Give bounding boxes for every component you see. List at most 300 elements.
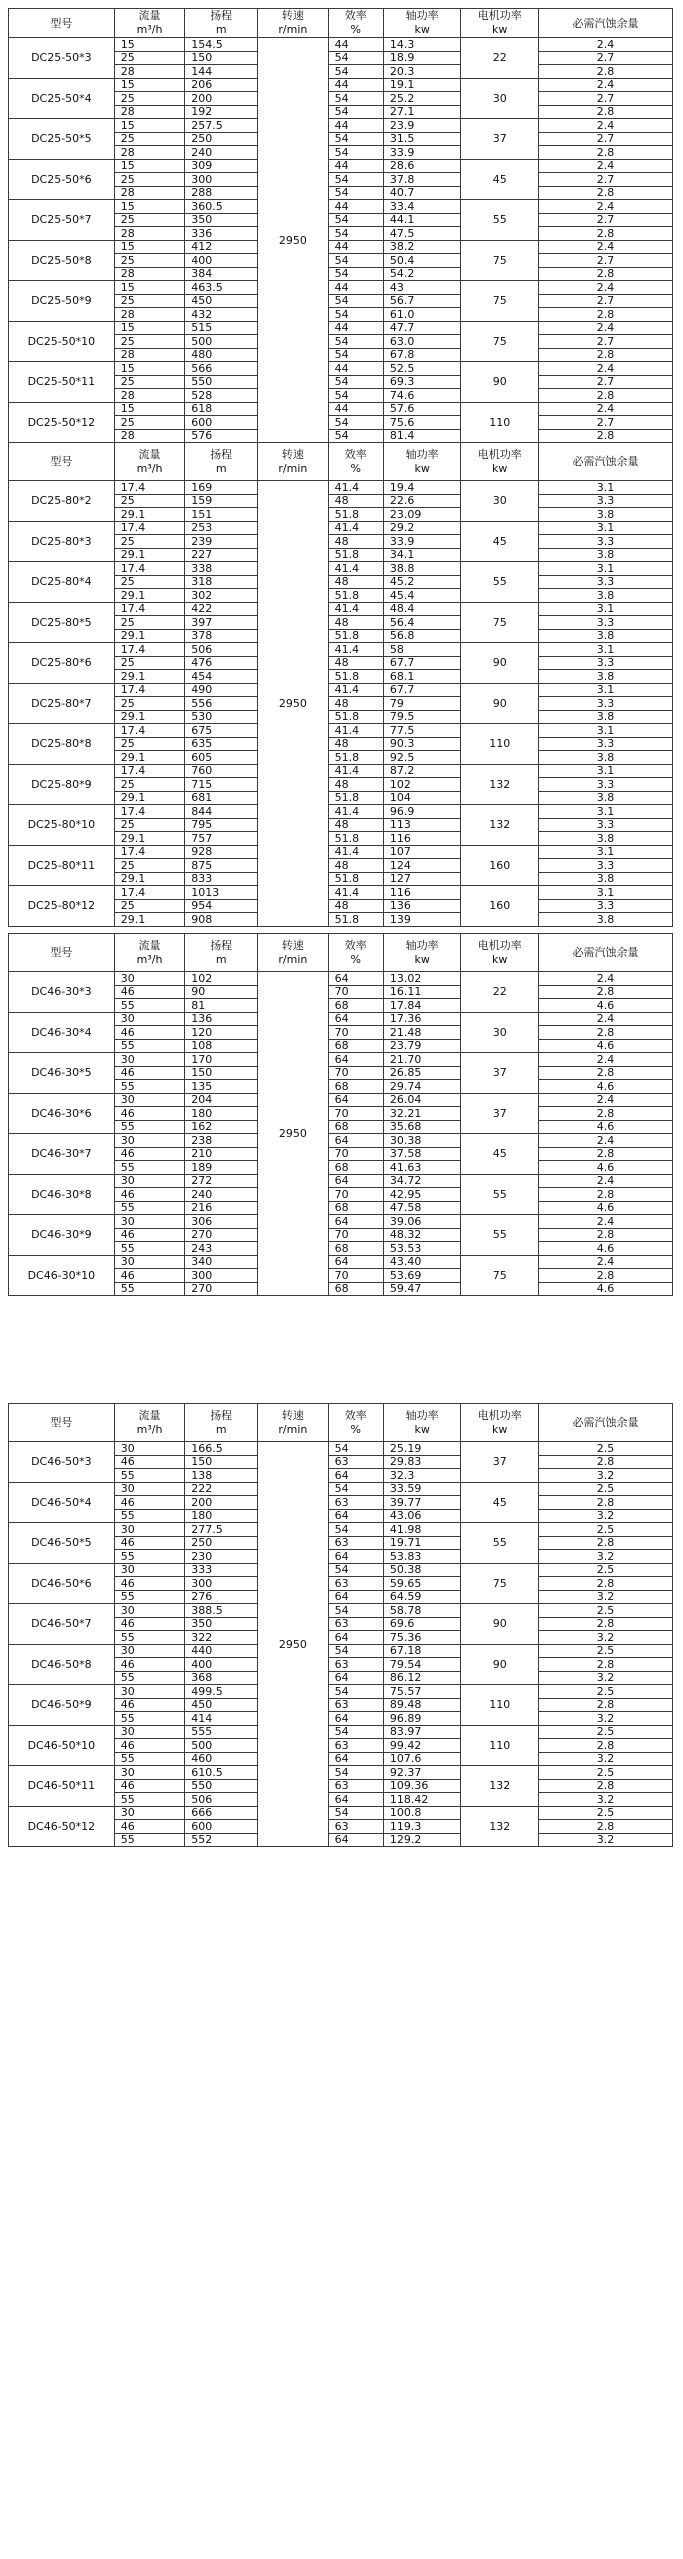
shaft-power-cell: 83.97 [383, 1725, 461, 1739]
table-row [9, 1806, 673, 1820]
model-cell: DC25-50*9 [9, 281, 115, 322]
flow-cell: 55 [114, 1752, 185, 1766]
head-cell: 675 [185, 724, 258, 738]
model-cell: DC25-50*11 [9, 362, 115, 403]
table-row [9, 200, 673, 214]
model-cell: DC25-80*12 [9, 886, 115, 927]
header-motor-power [461, 443, 539, 481]
spec-table-dc25-50 [8, 8, 673, 443]
header-head [185, 9, 258, 38]
motor-power-cell: 45 [461, 1482, 539, 1523]
motor-power-cell: 160 [461, 845, 539, 886]
npsh-cell: 3.1 [538, 521, 672, 535]
flow-cell: 17.4 [114, 683, 185, 697]
header-efficiency-label: 效率 [344, 447, 367, 461]
shaft-power-cell: 127 [383, 872, 461, 886]
npsh-cell: 2.8 [538, 1536, 672, 1550]
header-flow-unit: m³/h [136, 23, 163, 36]
flow-cell: 29.1 [114, 872, 185, 886]
shaft-power-cell: 37.58 [383, 1147, 461, 1161]
npsh-cell: 3.3 [538, 737, 672, 751]
flow-cell: 29.1 [114, 751, 185, 765]
header-model: 型号 [9, 9, 115, 38]
flow-cell: 30 [114, 1093, 185, 1107]
npsh-cell: 3.3 [538, 535, 672, 549]
efficiency-cell: 68 [328, 1242, 383, 1256]
header-head-unit: m [215, 23, 227, 36]
motor-power-cell: 110 [461, 1725, 539, 1766]
shaft-power-cell: 87.2 [383, 764, 461, 778]
header-head-label: 扬程 [210, 9, 233, 22]
head-cell: 550 [185, 375, 258, 389]
npsh-cell: 4.6 [538, 1161, 672, 1175]
head-cell: 378 [185, 629, 258, 643]
npsh-cell: 2.5 [538, 1563, 672, 1577]
model-cell: DC25-80*5 [9, 602, 115, 643]
npsh-cell: 2.5 [538, 1482, 672, 1496]
flow-cell: 25 [114, 416, 185, 430]
shaft-power-cell: 17.36 [383, 1012, 461, 1026]
npsh-cell: 2.7 [538, 294, 672, 308]
shaft-power-cell: 90.3 [383, 737, 461, 751]
header-motor-power-label: 电机功率 [477, 447, 522, 461]
header-shaft-power-unit: kw [414, 1422, 430, 1436]
efficiency-cell: 68 [328, 1080, 383, 1094]
shaft-power-cell: 89.48 [383, 1698, 461, 1712]
head-cell: 340 [185, 1255, 258, 1269]
table-row [9, 1482, 673, 1496]
shaft-power-cell: 48.4 [383, 602, 461, 616]
flow-cell: 55 [114, 1631, 185, 1645]
efficiency-cell: 64 [328, 1833, 383, 1847]
shaft-power-cell: 77.5 [383, 724, 461, 738]
efficiency-cell: 63 [328, 1698, 383, 1712]
head-cell: 460 [185, 1752, 258, 1766]
flow-cell: 30 [114, 1053, 185, 1067]
npsh-cell: 2.8 [538, 1577, 672, 1591]
efficiency-cell: 64 [328, 1631, 383, 1645]
flow-cell: 25 [114, 92, 185, 106]
flow-cell: 25 [114, 778, 185, 792]
flow-cell: 55 [114, 1039, 185, 1053]
model-cell: DC46-30*4 [9, 1012, 115, 1053]
npsh-cell: 2.8 [538, 308, 672, 322]
table-row [9, 602, 673, 616]
table-row [9, 481, 673, 495]
model-cell: DC25-80*4 [9, 562, 115, 603]
model-cell: DC25-50*3 [9, 38, 115, 79]
head-cell: 222 [185, 1482, 258, 1496]
flow-cell: 25 [114, 375, 185, 389]
table-row [9, 1725, 673, 1739]
shaft-power-cell: 100.8 [383, 1806, 461, 1820]
efficiency-cell: 54 [328, 308, 383, 322]
shaft-power-cell: 38.2 [383, 240, 461, 254]
npsh-cell: 2.7 [538, 92, 672, 106]
motor-power-cell: 90 [461, 643, 539, 684]
shaft-power-cell: 79.5 [383, 710, 461, 724]
flow-cell: 17.4 [114, 724, 185, 738]
efficiency-cell: 64 [328, 1469, 383, 1483]
npsh-cell: 2.8 [538, 1026, 672, 1040]
shaft-power-cell: 37.8 [383, 173, 461, 187]
table-row [9, 1523, 673, 1537]
table-row [9, 1012, 673, 1026]
efficiency-cell: 64 [328, 1215, 383, 1229]
head-cell: 476 [185, 656, 258, 670]
flow-cell: 28 [114, 348, 185, 362]
shaft-power-cell: 124 [383, 859, 461, 873]
npsh-cell: 3.1 [538, 562, 672, 576]
shaft-power-cell: 53.69 [383, 1269, 461, 1283]
flow-cell: 15 [114, 281, 185, 295]
spec-table-dc46-50 [8, 1403, 673, 1847]
shaft-power-cell: 39.77 [383, 1496, 461, 1510]
head-cell: 506 [185, 1793, 258, 1807]
header-motor-power-unit: kw [492, 23, 508, 36]
head-cell: 833 [185, 872, 258, 886]
flow-cell: 55 [114, 1509, 185, 1523]
efficiency-cell: 63 [328, 1779, 383, 1793]
header-shaft-power [383, 443, 461, 481]
flow-cell: 28 [114, 267, 185, 281]
table-row [9, 1563, 673, 1577]
head-cell: 300 [185, 173, 258, 187]
flow-cell: 46 [114, 1496, 185, 1510]
head-cell: 135 [185, 1080, 258, 1094]
npsh-cell: 2.5 [538, 1523, 672, 1537]
npsh-cell: 3.3 [538, 697, 672, 711]
shaft-power-cell: 104 [383, 791, 461, 805]
shaft-power-cell: 40.7 [383, 186, 461, 200]
head-cell: 276 [185, 1590, 258, 1604]
npsh-cell: 3.1 [538, 886, 672, 900]
header-flow [114, 9, 185, 38]
flow-cell: 29.1 [114, 508, 185, 522]
shaft-power-cell: 59.65 [383, 1577, 461, 1591]
head-cell: 166.5 [185, 1442, 258, 1456]
motor-power-cell: 75 [461, 321, 539, 362]
shaft-power-cell: 139 [383, 913, 461, 927]
header-efficiency [328, 443, 383, 481]
head-cell: 302 [185, 589, 258, 603]
table-row [9, 38, 673, 52]
efficiency-cell: 41.4 [328, 562, 383, 576]
motor-power-cell: 160 [461, 886, 539, 927]
npsh-cell: 2.5 [538, 1685, 672, 1699]
model-cell: DC46-50*8 [9, 1644, 115, 1685]
table-row [9, 1442, 673, 1456]
head-cell: 200 [185, 1496, 258, 1510]
shaft-power-cell: 74.6 [383, 389, 461, 403]
flow-cell: 46 [114, 1658, 185, 1672]
motor-power-cell: 75 [461, 1563, 539, 1604]
efficiency-cell: 68 [328, 1201, 383, 1215]
shaft-power-cell: 33.59 [383, 1482, 461, 1496]
model-cell: DC46-50*10 [9, 1725, 115, 1766]
head-cell: 528 [185, 389, 258, 403]
npsh-cell: 3.2 [538, 1590, 672, 1604]
npsh-cell: 2.8 [538, 1269, 672, 1283]
flow-cell: 46 [114, 1026, 185, 1040]
shaft-power-cell: 58 [383, 643, 461, 657]
spec-table-dc46-30 [8, 933, 673, 1296]
efficiency-cell: 41.4 [328, 845, 383, 859]
npsh-cell: 3.8 [538, 629, 672, 643]
motor-power-cell: 75 [461, 1255, 539, 1296]
motor-power-cell: 37 [461, 1442, 539, 1483]
shaft-power-cell: 92.5 [383, 751, 461, 765]
npsh-cell: 2.4 [538, 972, 672, 986]
shaft-power-cell: 26.04 [383, 1093, 461, 1107]
model-cell: DC46-30*9 [9, 1215, 115, 1256]
efficiency-cell: 64 [328, 1712, 383, 1726]
shaft-power-cell: 56.8 [383, 629, 461, 643]
efficiency-cell: 54 [328, 105, 383, 119]
head-cell: 566 [185, 362, 258, 376]
shaft-power-cell: 39.06 [383, 1215, 461, 1229]
shaft-power-cell: 45.4 [383, 589, 461, 603]
flow-cell: 15 [114, 200, 185, 214]
model-cell: DC25-50*8 [9, 240, 115, 281]
head-cell: 180 [185, 1107, 258, 1121]
model-cell: DC46-30*10 [9, 1255, 115, 1296]
efficiency-cell: 70 [328, 1228, 383, 1242]
header-motor-power [461, 9, 539, 38]
flow-cell: 17.4 [114, 481, 185, 495]
header-speed [258, 443, 329, 481]
shaft-power-cell: 107.6 [383, 1752, 461, 1766]
efficiency-cell: 54 [328, 1685, 383, 1699]
flow-cell: 30 [114, 1255, 185, 1269]
head-cell: 227 [185, 548, 258, 562]
npsh-cell: 2.7 [538, 416, 672, 430]
flow-cell: 46 [114, 1455, 185, 1469]
head-cell: 240 [185, 1188, 258, 1202]
head-cell: 306 [185, 1215, 258, 1229]
shaft-power-cell: 57.6 [383, 402, 461, 416]
motor-power-cell: 22 [461, 38, 539, 79]
flow-cell: 25 [114, 899, 185, 913]
flow-cell: 28 [114, 186, 185, 200]
efficiency-cell: 54 [328, 146, 383, 160]
npsh-cell: 2.5 [538, 1442, 672, 1456]
shaft-power-cell: 64.59 [383, 1590, 461, 1604]
header-row [9, 443, 673, 481]
header-efficiency-unit: % [350, 23, 361, 36]
efficiency-cell: 44 [328, 200, 383, 214]
head-cell: 204 [185, 1093, 258, 1107]
npsh-cell: 2.8 [538, 1066, 672, 1080]
head-cell: 928 [185, 845, 258, 859]
npsh-cell: 3.8 [538, 832, 672, 846]
npsh-cell: 2.8 [538, 389, 672, 403]
header-efficiency [328, 9, 383, 38]
npsh-cell: 2.8 [538, 1698, 672, 1712]
npsh-cell: 2.8 [538, 1107, 672, 1121]
head-cell: 150 [185, 1455, 258, 1469]
flow-cell: 46 [114, 1066, 185, 1080]
flow-cell: 29.1 [114, 589, 185, 603]
npsh-cell: 4.6 [538, 1242, 672, 1256]
npsh-cell: 3.2 [538, 1793, 672, 1807]
efficiency-cell: 48 [328, 899, 383, 913]
efficiency-cell: 63 [328, 1536, 383, 1550]
motor-power-cell: 132 [461, 764, 539, 805]
head-cell: 552 [185, 1833, 258, 1847]
flow-cell: 15 [114, 321, 185, 335]
flow-cell: 46 [114, 1577, 185, 1591]
head-cell: 600 [185, 416, 258, 430]
shaft-power-cell: 50.4 [383, 254, 461, 268]
head-cell: 760 [185, 764, 258, 778]
model-cell: DC46-50*7 [9, 1604, 115, 1645]
efficiency-cell: 54 [328, 348, 383, 362]
head-cell: 555 [185, 1725, 258, 1739]
head-cell: 200 [185, 92, 258, 106]
header-shaft-power-unit: kw [414, 461, 430, 475]
shaft-power-cell: 67.7 [383, 683, 461, 697]
header-head [185, 934, 258, 972]
head-cell: 238 [185, 1134, 258, 1148]
header-flow-unit: m³/h [136, 1422, 163, 1436]
npsh-cell: 2.7 [538, 213, 672, 227]
shaft-power-cell: 33.9 [383, 146, 461, 160]
efficiency-cell: 70 [328, 1107, 383, 1121]
header-model: 型号 [9, 443, 115, 481]
flow-cell: 30 [114, 1482, 185, 1496]
flow-cell: 28 [114, 65, 185, 79]
head-cell: 908 [185, 913, 258, 927]
shaft-power-cell: 107 [383, 845, 461, 859]
efficiency-cell: 44 [328, 281, 383, 295]
shaft-power-cell: 23.09 [383, 508, 461, 522]
shaft-power-cell: 119.3 [383, 1820, 461, 1834]
table-row [9, 643, 673, 657]
npsh-cell: 2.7 [538, 132, 672, 146]
shaft-power-cell: 69.3 [383, 375, 461, 389]
header-npsh: 必需汽蚀余量 [538, 443, 672, 481]
npsh-cell: 3.8 [538, 670, 672, 684]
npsh-cell: 3.1 [538, 805, 672, 819]
header-speed-label: 转速 [281, 938, 304, 952]
efficiency-cell: 68 [328, 999, 383, 1013]
table-row [9, 1685, 673, 1699]
head-cell: 136 [185, 1012, 258, 1026]
header-head [185, 1404, 258, 1442]
efficiency-cell: 64 [328, 1093, 383, 1107]
head-cell: 210 [185, 1147, 258, 1161]
flow-cell: 25 [114, 859, 185, 873]
efficiency-cell: 51.8 [328, 710, 383, 724]
shaft-power-cell: 96.89 [383, 1712, 461, 1726]
header-speed-unit: r/min [278, 952, 308, 966]
header-head-unit: m [215, 461, 227, 475]
flow-cell: 25 [114, 535, 185, 549]
table-row [9, 1134, 673, 1148]
shaft-power-cell: 61.0 [383, 308, 461, 322]
header-head-label: 扬程 [210, 447, 233, 461]
shaft-power-cell: 116 [383, 886, 461, 900]
npsh-cell: 2.8 [538, 1820, 672, 1834]
shaft-power-cell: 20.3 [383, 65, 461, 79]
efficiency-cell: 44 [328, 321, 383, 335]
model-cell: DC25-50*10 [9, 321, 115, 362]
shaft-power-cell: 67.8 [383, 348, 461, 362]
shaft-power-cell: 14.3 [383, 38, 461, 52]
flow-cell: 30 [114, 1604, 185, 1618]
header-speed-label: 转速 [281, 9, 304, 22]
motor-power-cell: 55 [461, 200, 539, 241]
header-flow-label: 流量 [138, 1408, 161, 1422]
shaft-power-cell: 68.1 [383, 670, 461, 684]
flow-cell: 30 [114, 1174, 185, 1188]
efficiency-cell: 70 [328, 1026, 383, 1040]
motor-power-cell: 75 [461, 602, 539, 643]
shaft-power-cell: 28.6 [383, 159, 461, 173]
header-flow-unit: m³/h [136, 952, 163, 966]
flow-cell: 55 [114, 1282, 185, 1296]
efficiency-cell: 48 [328, 737, 383, 751]
flow-cell: 30 [114, 1523, 185, 1537]
table-row [9, 845, 673, 859]
header-shaft-power-label: 轴功率 [405, 9, 439, 22]
npsh-cell: 2.5 [538, 1604, 672, 1618]
npsh-cell: 2.8 [538, 1455, 672, 1469]
flow-cell: 55 [114, 999, 185, 1013]
npsh-cell: 2.7 [538, 51, 672, 65]
table-row [9, 1255, 673, 1269]
efficiency-cell: 41.4 [328, 724, 383, 738]
efficiency-cell: 54 [328, 335, 383, 349]
head-cell: 300 [185, 1577, 258, 1591]
npsh-cell: 2.7 [538, 335, 672, 349]
efficiency-cell: 51.8 [328, 629, 383, 643]
head-cell: 189 [185, 1161, 258, 1175]
npsh-cell: 4.6 [538, 1282, 672, 1296]
flow-cell: 30 [114, 1725, 185, 1739]
shaft-power-cell: 118.42 [383, 1793, 461, 1807]
head-cell: 422 [185, 602, 258, 616]
shaft-power-cell: 31.5 [383, 132, 461, 146]
npsh-cell: 2.4 [538, 78, 672, 92]
shaft-power-cell: 75.57 [383, 1685, 461, 1699]
table-row [9, 362, 673, 376]
shaft-power-cell: 25.2 [383, 92, 461, 106]
npsh-cell: 3.2 [538, 1469, 672, 1483]
flow-cell: 28 [114, 227, 185, 241]
motor-power-cell: 45 [461, 521, 539, 562]
efficiency-cell: 63 [328, 1658, 383, 1672]
header-motor-power [461, 934, 539, 972]
head-cell: 515 [185, 321, 258, 335]
speed-cell: 2950 [258, 481, 329, 927]
header-head-unit: m [215, 952, 227, 966]
npsh-cell: 3.3 [538, 575, 672, 589]
npsh-cell: 2.8 [538, 1228, 672, 1242]
shaft-power-cell: 33.4 [383, 200, 461, 214]
efficiency-cell: 48 [328, 616, 383, 630]
motor-power-cell: 37 [461, 119, 539, 160]
head-cell: 400 [185, 1658, 258, 1672]
model-cell: DC46-50*11 [9, 1766, 115, 1807]
efficiency-cell: 48 [328, 535, 383, 549]
head-cell: 216 [185, 1201, 258, 1215]
shaft-power-cell: 54.2 [383, 267, 461, 281]
efficiency-cell: 64 [328, 1255, 383, 1269]
flow-cell: 15 [114, 119, 185, 133]
head-cell: 384 [185, 267, 258, 281]
